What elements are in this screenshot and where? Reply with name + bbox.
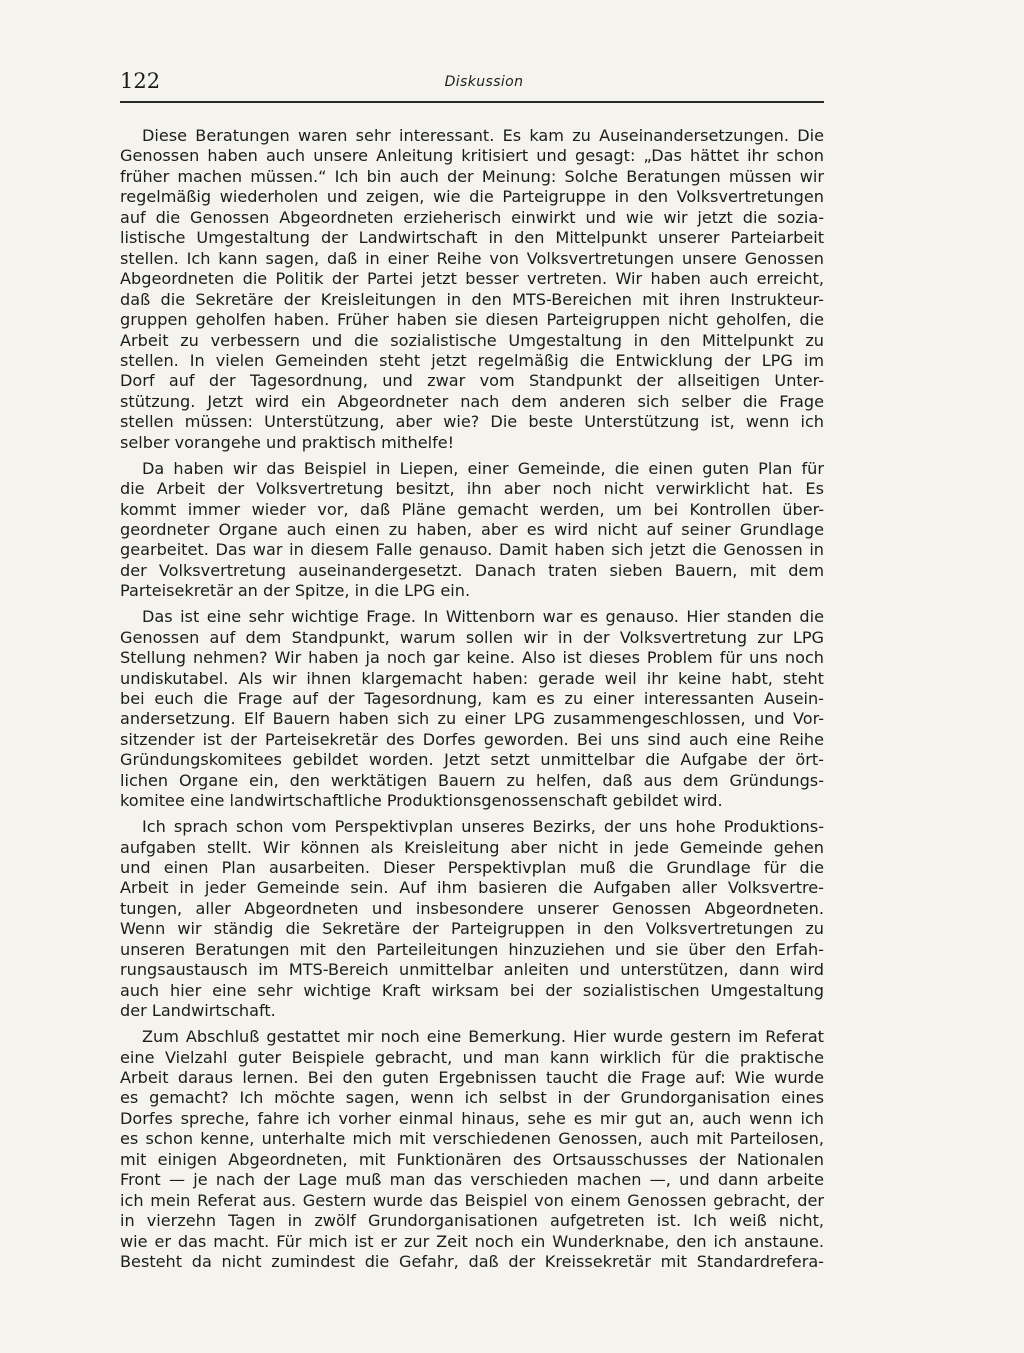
text-line: Abgeordneten die Politik der Partei jetzt besser vertreten. Wir haben auch erreicht, xyxy=(120,269,824,289)
text-line: Genossen auf dem Standpunkt, warum sollen wir in der Volksvertretung zur LPG xyxy=(120,627,824,647)
text-line: es schon kenne, unterhalte mich mit verschiedenen Genossen, auch mit Parteilosen, xyxy=(120,1129,824,1149)
text-line: geordneter Organe auch einen zu haben, aber es wird nicht auf seiner Grundlage xyxy=(120,520,824,539)
text-line: Dorf auf der Tagesordnung, und zwar vom Standpunkt der allseitigen Unter- xyxy=(120,371,824,391)
text-line: Arbeit daraus lernen. Bei den guten Ergebnissen taucht die Frage auf: Wie wurde xyxy=(120,1067,824,1087)
text-line: Genossen haben auch unsere Anleitung kritisiert und gesagt: „Das hättet ihr schon xyxy=(120,146,824,166)
paragraph xyxy=(120,126,824,453)
text-line: Diese Beratungen waren sehr interessant. Es kam zu Auseinandersetzungen. Die xyxy=(142,126,824,145)
text-line: mit einigen Abgeordneten, mit Funktionären des Ortsausschusses der Nationalen xyxy=(120,1149,824,1169)
text-line: andersetzung. Elf Bauern haben sich zu einer LPG zusammengeschlossen, und Vor- xyxy=(120,709,824,729)
text-line: selber vorangehe und praktisch mithelfe! xyxy=(120,432,455,452)
text-line: auf die Genossen Abgeordneten erzieherisch einwirkt und wie wir jetzt die sozia- xyxy=(120,207,824,227)
text-line: die Arbeit der Volksvertretung besitzt, ihn aber noch nicht verwirklicht hat. Es xyxy=(120,479,824,499)
text-line: Stellung nehmen? Wir haben ja noch gar keine. Also ist dieses Problem für uns noch xyxy=(120,648,824,668)
text-line: listische Umgestaltung der Landwirtschaft in den Mittelpunkt unserer Parteiarbeit xyxy=(120,228,824,248)
text-line: daß die Sekretäre der Kreisleitungen in den MTS-Bereichen mit ihren Instrukteur- xyxy=(120,289,824,309)
text-line: Gründungskomitees gebildet worden. Jetzt setzt unmittelbar die Aufgabe der ört- xyxy=(120,750,824,770)
text-line: komitee eine landwirtschaftliche Produktionsgenossenschaft gebildet wird. xyxy=(120,791,723,811)
paragraph xyxy=(120,607,824,812)
body-text xyxy=(120,126,824,1278)
paragraph xyxy=(120,817,824,1022)
text-line: Besteht da nicht zumindest die Gefahr, daß der Kreissekretär mit Standardrefera- xyxy=(120,1252,824,1272)
text-line: aufgaben stellt. Wir können als Kreisleitung aber nicht in jede Gemeinde gehen xyxy=(120,837,824,857)
text-line: unseren Beratungen mit den Parteileitungen hinzuziehen und sie über den Erfah- xyxy=(120,939,824,959)
text-line: undiskutabel. Als wir ihnen klargemacht haben: gerade weil ihr keine habt, steht xyxy=(120,668,824,688)
text-line: rungsaustausch im MTS-Bereich unmittelbar anleiten und unterstützen, dann wird xyxy=(120,960,824,980)
text-line: Zum Abschluß gestattet mir noch eine Bemerkung. Hier wurde gestern im Referat xyxy=(142,1027,824,1047)
text-line: Das ist eine sehr wichtige Frage. In Wittenborn war es genauso. Hier standen die xyxy=(142,607,824,627)
text-line: eine Vielzahl guter Beispiele gebracht, und man kann wirklich für die praktische xyxy=(120,1047,824,1067)
text-line: wie er das macht. Für mich ist er zur Zeit noch ein Wunderknabe, den ich anstaune. xyxy=(120,1231,824,1251)
text-line: sitzender ist der Parteisekretär des Dorfes geworden. Bei uns sind auch eine Reihe xyxy=(120,729,824,749)
text-line: auch hier eine sehr wichtige Kraft wirksam bei der sozialistischen Umgestaltung xyxy=(120,980,824,1000)
text-line: ich mein Referat aus. Gestern wurde das Beispiel von einem Genossen gebracht, der xyxy=(120,1190,824,1210)
text-line: Wenn wir ständig die Sekretäre der Parteigruppen in den Volksvertretungen zu xyxy=(120,919,824,939)
text-line: bei euch die Frage auf der Tagesordnung, kam es zu einer interessanten Ausein- xyxy=(120,689,824,709)
paragraph xyxy=(120,1027,824,1272)
text-line: stützung. Jetzt wird ein Abgeordneter nach dem anderen sich selber die Frage xyxy=(120,391,824,411)
text-line: in vierzehn Tagen in zwölf Grundorganisationen aufgetreten ist. Ich weiß nicht, xyxy=(120,1211,824,1231)
text-line: Ich sprach schon vom Perspektivplan unseres Bezirks, der uns hohe Produktions- xyxy=(142,817,824,837)
page-number: 122 xyxy=(120,69,161,93)
text-line: tungen, aller Abgeordneten und insbesondere unserer Genossen Abgeordneten. xyxy=(120,898,824,918)
text-line: regelmäßig wiederholen und zeigen, wie die Parteigruppe in den Volksvertretungen xyxy=(120,187,824,207)
text-line: kommt immer wieder vor, daß Pläne gemacht werden, um bei Kontrollen über- xyxy=(120,499,824,519)
text-line: lichen Organe ein, den werktätigen Bauern zu helfen, daß aus dem Gründungs- xyxy=(120,770,824,790)
running-head: Diskussion xyxy=(444,74,524,90)
text-line: gruppen geholfen haben. Früher haben sie diesen Parteigruppen nicht geholfen, die xyxy=(120,310,824,330)
text-line: früher machen müssen.“ Ich bin auch der Meinung: Solche Beratungen müssen wir xyxy=(120,166,824,186)
text-line: stellen. In vielen Gemeinden steht jetzt regelmäßig die Entwicklung der LPG im xyxy=(120,350,824,370)
text-line: stellen müssen: Unterstützung, aber wie? Die beste Unterstützung ist, wenn ich xyxy=(120,412,824,432)
text-line: der Volksvertretung auseinandergesetzt. Danach traten sieben Bauern, mit dem xyxy=(120,560,824,580)
page-header xyxy=(120,66,824,96)
text-line: es gemacht? Ich möchte sagen, wenn ich selbst in der Grundorganisation eines xyxy=(120,1088,824,1108)
text-line: Parteisekretär an der Spitze, in die LPG ein. xyxy=(120,581,471,601)
text-line: Front — je nach der Lage muß man das verschieden machen —, und dann arbeite xyxy=(120,1170,824,1190)
text-line: Da haben wir das Beispiel in Liepen, einer Gemeinde, die einen guten Plan für xyxy=(142,458,824,478)
text-line: Arbeit zu verbessern und die sozialistische Umgestaltung in den Mittelpunkt zu xyxy=(120,330,824,350)
text-line: gearbeitet. Das war in diesem Falle genauso. Damit haben sich jetzt die Genossen in xyxy=(120,540,824,560)
text-line: Arbeit in jeder Gemeinde sein. Auf ihm basieren die Aufgaben aller Volksvertre- xyxy=(120,878,824,898)
text-line: der Landwirtschaft. xyxy=(120,1001,276,1021)
header-rule xyxy=(120,101,824,103)
text-line: und einen Plan ausarbeiten. Dieser Perspektivplan muß die Grundlage für die xyxy=(120,858,824,878)
text-line: stellen. Ich kann sagen, daß in einer Reihe von Volksvertretungen unsere Genossen xyxy=(120,248,824,268)
text-line: Dorfes spreche, fahre ich vorher einmal hinaus, sehe es mir gut an, auch wenn ich xyxy=(120,1108,824,1128)
paragraph xyxy=(120,459,824,602)
